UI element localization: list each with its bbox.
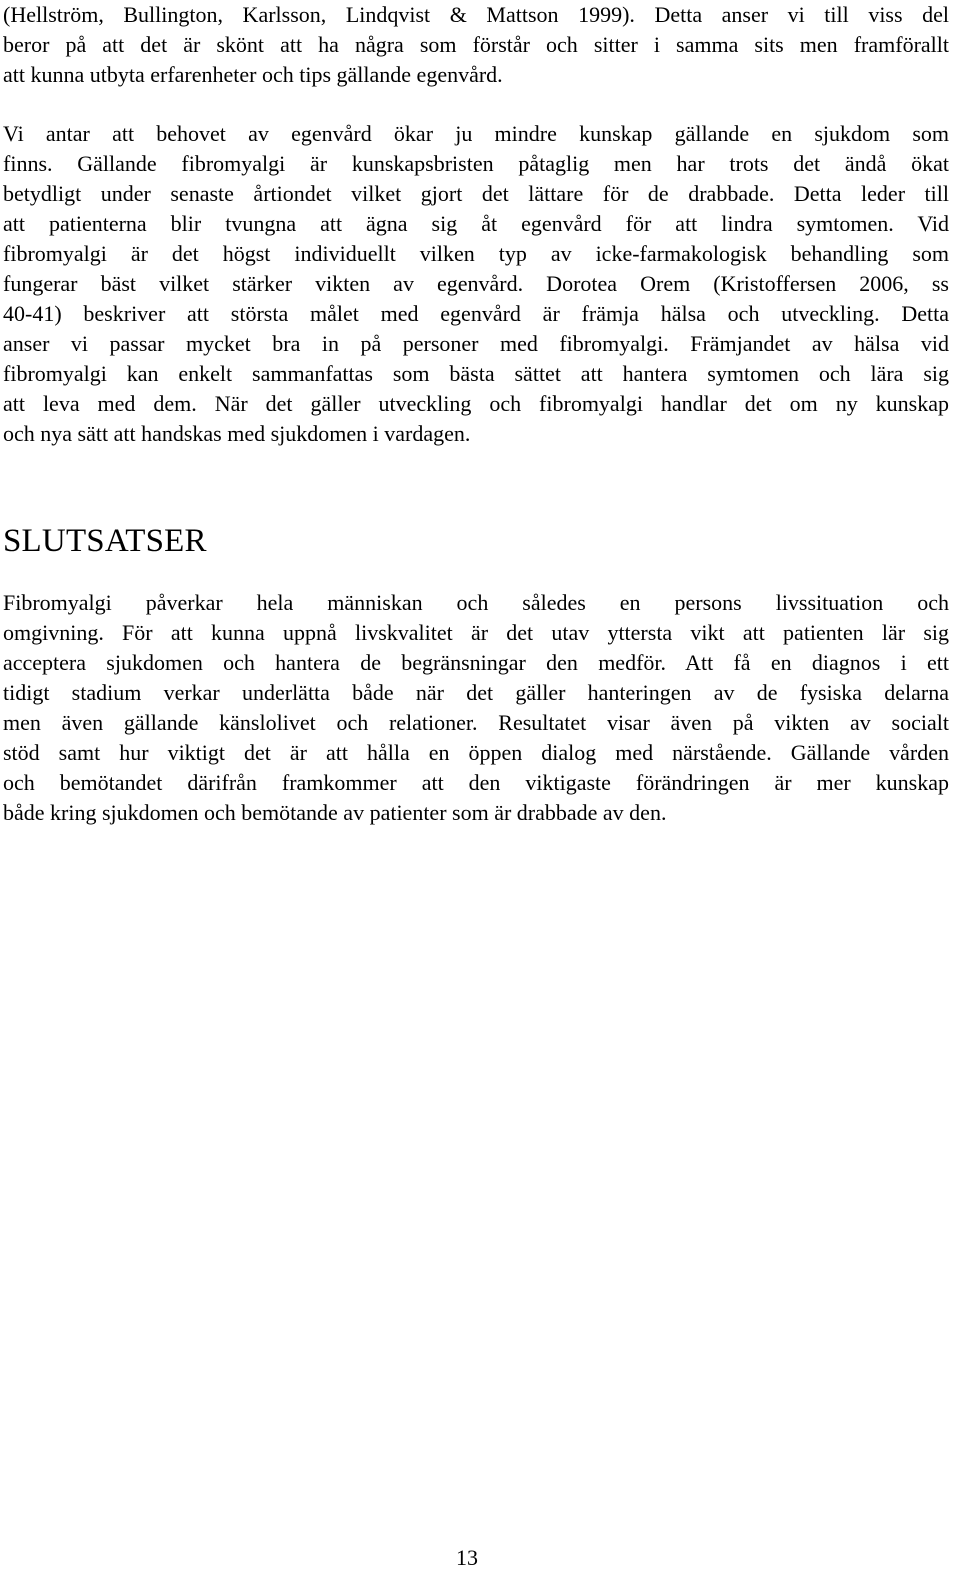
text-line: acceptera sjukdomen och hantera de begränsningar den medför. Att få en diagnos i ett: [3, 650, 949, 675]
text-line: 40-41) beskriver att största målet med egenvård är främja hälsa och utveckling. Detta: [3, 301, 949, 326]
text-line: att patienterna blir tvungna att ägna sig åt egenvård för att lindra symtomen. Vid: [3, 211, 949, 236]
text-line: stöd samt hur viktigt det är att hålla en öppen dialog med närstående. Gällande vården: [3, 740, 949, 765]
text-line: anser vi passar mycket bra in på personer med fibromyalgi. Främjandet av hälsa vid: [3, 331, 949, 356]
section-heading: SLUTSATSER: [3, 523, 207, 559]
text-line: tidigt stadium verkar underlätta både när det gäller hanteringen av de fysiska delarna: [3, 680, 949, 705]
text-line: omgivning. För att kunna uppnå livskvalitet är det utav yttersta vikt att patienten lär sig: [3, 620, 949, 645]
text-line: fungerar bäst vilket stärker vikten av egenvård. Dorotea Orem (Kristoffersen 2006, ss: [3, 271, 949, 296]
text-line: finns. Gällande fibromyalgi är kunskapsbristen påtaglig men har trots det ändå ökat: [3, 151, 949, 176]
text-line: och bemötandet därifrån framkommer att den viktigaste förändringen är mer kunskap: [3, 770, 949, 795]
text-line: (Hellström, Bullington, Karlsson, Lindqvist & Mattson 1999). Detta anser vi till viss del: [3, 2, 949, 27]
paragraph-conclusion: [3, 588, 949, 828]
text-line: Fibromyalgi påverkar hela människan och således en persons livssituation och: [3, 590, 949, 615]
text-line: men även gällande känslolivet och relationer. Resultatet visar även på vikten av socialt: [3, 710, 949, 735]
paragraph-self-care: [3, 119, 949, 449]
text-line: beror på att det är skönt att ha några som förstår och sitter i samma sits men framförallt: [3, 32, 949, 57]
text-line: betydligt under senaste årtiondet vilket gjort det lättare för de drabbade. Detta leder till: [3, 181, 949, 206]
text-line: Vi antar att behovet av egenvård ökar ju mindre kunskap gällande en sjukdom som: [3, 121, 949, 146]
text-line: fibromyalgi kan enkelt sammanfattas som bästa sättet att hantera symtomen och lära sig: [3, 361, 949, 386]
text-line: att kunna utbyta erfarenheter och tips gällande egenvård.: [3, 62, 503, 87]
text-line: att leva med dem. När det gäller utveckling och fibromyalgi handlar det om ny kunskap: [3, 391, 949, 416]
page-number: 13: [456, 1545, 478, 1570]
paragraph-peer-support: [3, 0, 949, 90]
text-line: både kring sjukdomen och bemötande av patienter som är drabbade av den.: [3, 800, 667, 825]
text-line: fibromyalgi är det högst individuellt vilken typ av icke-farmakologisk behandling som: [3, 241, 949, 266]
text-line: och nya sätt att handskas med sjukdomen i vardagen.: [3, 421, 471, 446]
